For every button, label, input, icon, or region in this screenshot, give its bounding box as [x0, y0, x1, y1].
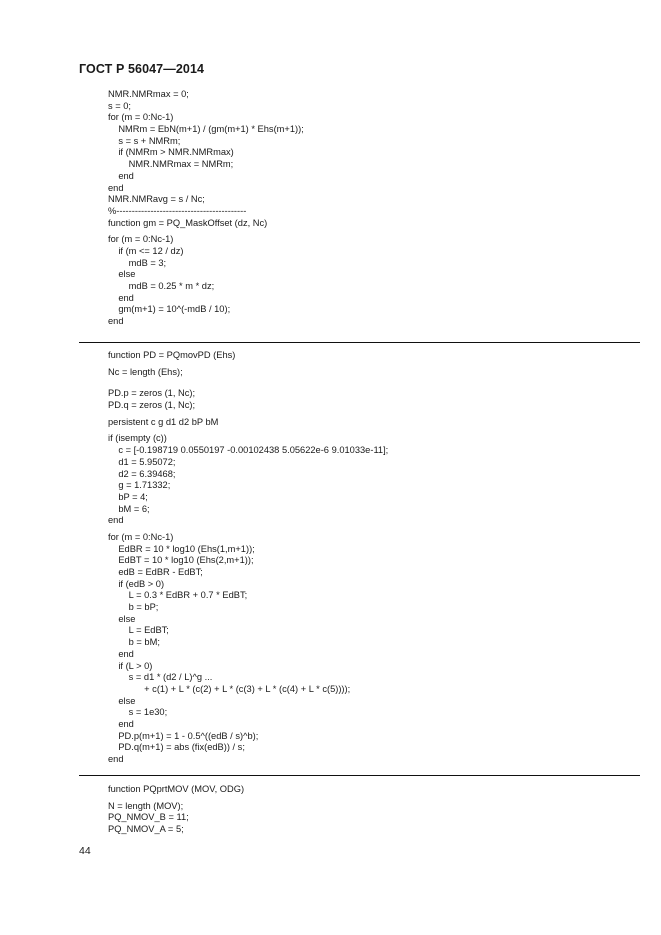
code-line: s = d1 * (d2 / L)^g ...: [108, 672, 213, 683]
code-line: bP = 4;: [108, 491, 148, 502]
code-line: NMR.NMRavg = s / Nc;: [108, 194, 205, 205]
code-line: if (isempty (c)): [108, 433, 167, 444]
code-line: Nc = length (Ehs);: [108, 366, 183, 377]
code-line: end: [108, 648, 134, 659]
code-line: if (edB > 0): [108, 578, 165, 589]
code-line: NMR.NMRmax = 0;: [108, 89, 189, 99]
code-line: edB = EdBR - EdBT;: [108, 567, 203, 577]
code-line: end: [108, 292, 134, 303]
code-line: L = 0.3 * EdBR + 0.7 * EdBT;: [108, 590, 248, 601]
code-line: d2 = 6.39468;: [108, 468, 176, 479]
code-line: end: [108, 170, 134, 181]
code-block-pqmovpd: [108, 350, 388, 766]
code-line: PQ_NMOV_A = 5;: [108, 824, 184, 835]
code-line: PD.q(m+1) = abs (fix(edB)) / s;: [108, 742, 245, 753]
code-line: persistent c g d1 d2 bP bM: [108, 416, 219, 427]
code-line: end: [108, 515, 124, 526]
code-line: b = bM;: [108, 637, 160, 648]
code-line: if (m <= 12 / dz): [108, 245, 184, 256]
code-line: N = length (MOV);: [108, 800, 184, 811]
page-number: 44: [79, 845, 91, 857]
code-line: EdBT = 10 * log10 (Ehs(2,m+1));: [108, 555, 254, 566]
code-line: end: [108, 718, 134, 729]
section-divider: [79, 775, 640, 776]
document-header: ГОСТ Р 56047—2014: [79, 62, 205, 76]
code-line: else: [108, 695, 136, 706]
code-line: function gm = PQ_MaskOffset (dz, Nc): [108, 217, 268, 228]
code-line: end: [108, 316, 124, 327]
code-line: s = s + NMRm;: [108, 135, 181, 146]
code-line: function PD = PQmovPD (Ehs): [108, 350, 236, 360]
code-line: c = [-0.198719 0.0550197 -0.00102438 5.05622e-6 9.01033e-11];: [108, 445, 389, 456]
code-line: %------------------------------------------: [108, 205, 247, 216]
code-line: else: [108, 613, 136, 624]
code-line: PD.p(m+1) = 1 - 0.5^((edB / s)^b);: [108, 730, 259, 741]
code-line: else: [108, 269, 136, 280]
code-line: EdBR = 10 * log10 (Ehs(1,m+1));: [108, 543, 255, 554]
code-line: L = EdBT;: [108, 625, 169, 636]
code-line: for (m = 0:Nc-1): [108, 234, 174, 245]
code-line: if (L > 0): [108, 660, 153, 671]
code-line: s = 0;: [108, 100, 131, 111]
code-line: NMRm = EbN(m+1) / (gm(m+1) * Ehs(m+1));: [108, 124, 304, 135]
code-line: g = 1.71332;: [108, 480, 171, 491]
code-line: bM = 6;: [108, 503, 150, 514]
code-line: mdB = 0.25 * m * dz;: [108, 281, 215, 291]
code-line: PQ_NMOV_B = 11;: [108, 812, 189, 823]
code-line: function PQprtMOV (MOV, ODG): [108, 784, 245, 794]
code-line: end: [108, 754, 124, 764]
code-line: d1 = 5.95072;: [108, 456, 176, 467]
code-line: PD.q = zeros (1, Nc);: [108, 400, 196, 411]
code-line: end: [108, 182, 124, 193]
code-block-pqprtmov: [108, 784, 244, 836]
code-line: for (m = 0:Nc-1): [108, 531, 174, 542]
code-line: NMR.NMRmax = NMRm;: [108, 159, 234, 170]
code-line: for (m = 0:Nc-1): [108, 112, 174, 123]
section-divider: [79, 342, 640, 343]
code-block-nmr: [108, 89, 304, 328]
code-line: gm(m+1) = 10^(-mdB / 10);: [108, 304, 231, 315]
code-line: + c(1) + L * (c(2) + L * (c(3) + L * (c(4) + L * c(5))));: [108, 683, 351, 694]
code-line: PD.p = zeros (1, Nc);: [108, 388, 196, 399]
code-line: s = 1e30;: [108, 707, 168, 718]
code-line: b = bP;: [108, 602, 159, 613]
code-line: mdB = 3;: [108, 257, 167, 268]
code-line: if (NMRm > NMR.NMRmax): [108, 147, 234, 158]
